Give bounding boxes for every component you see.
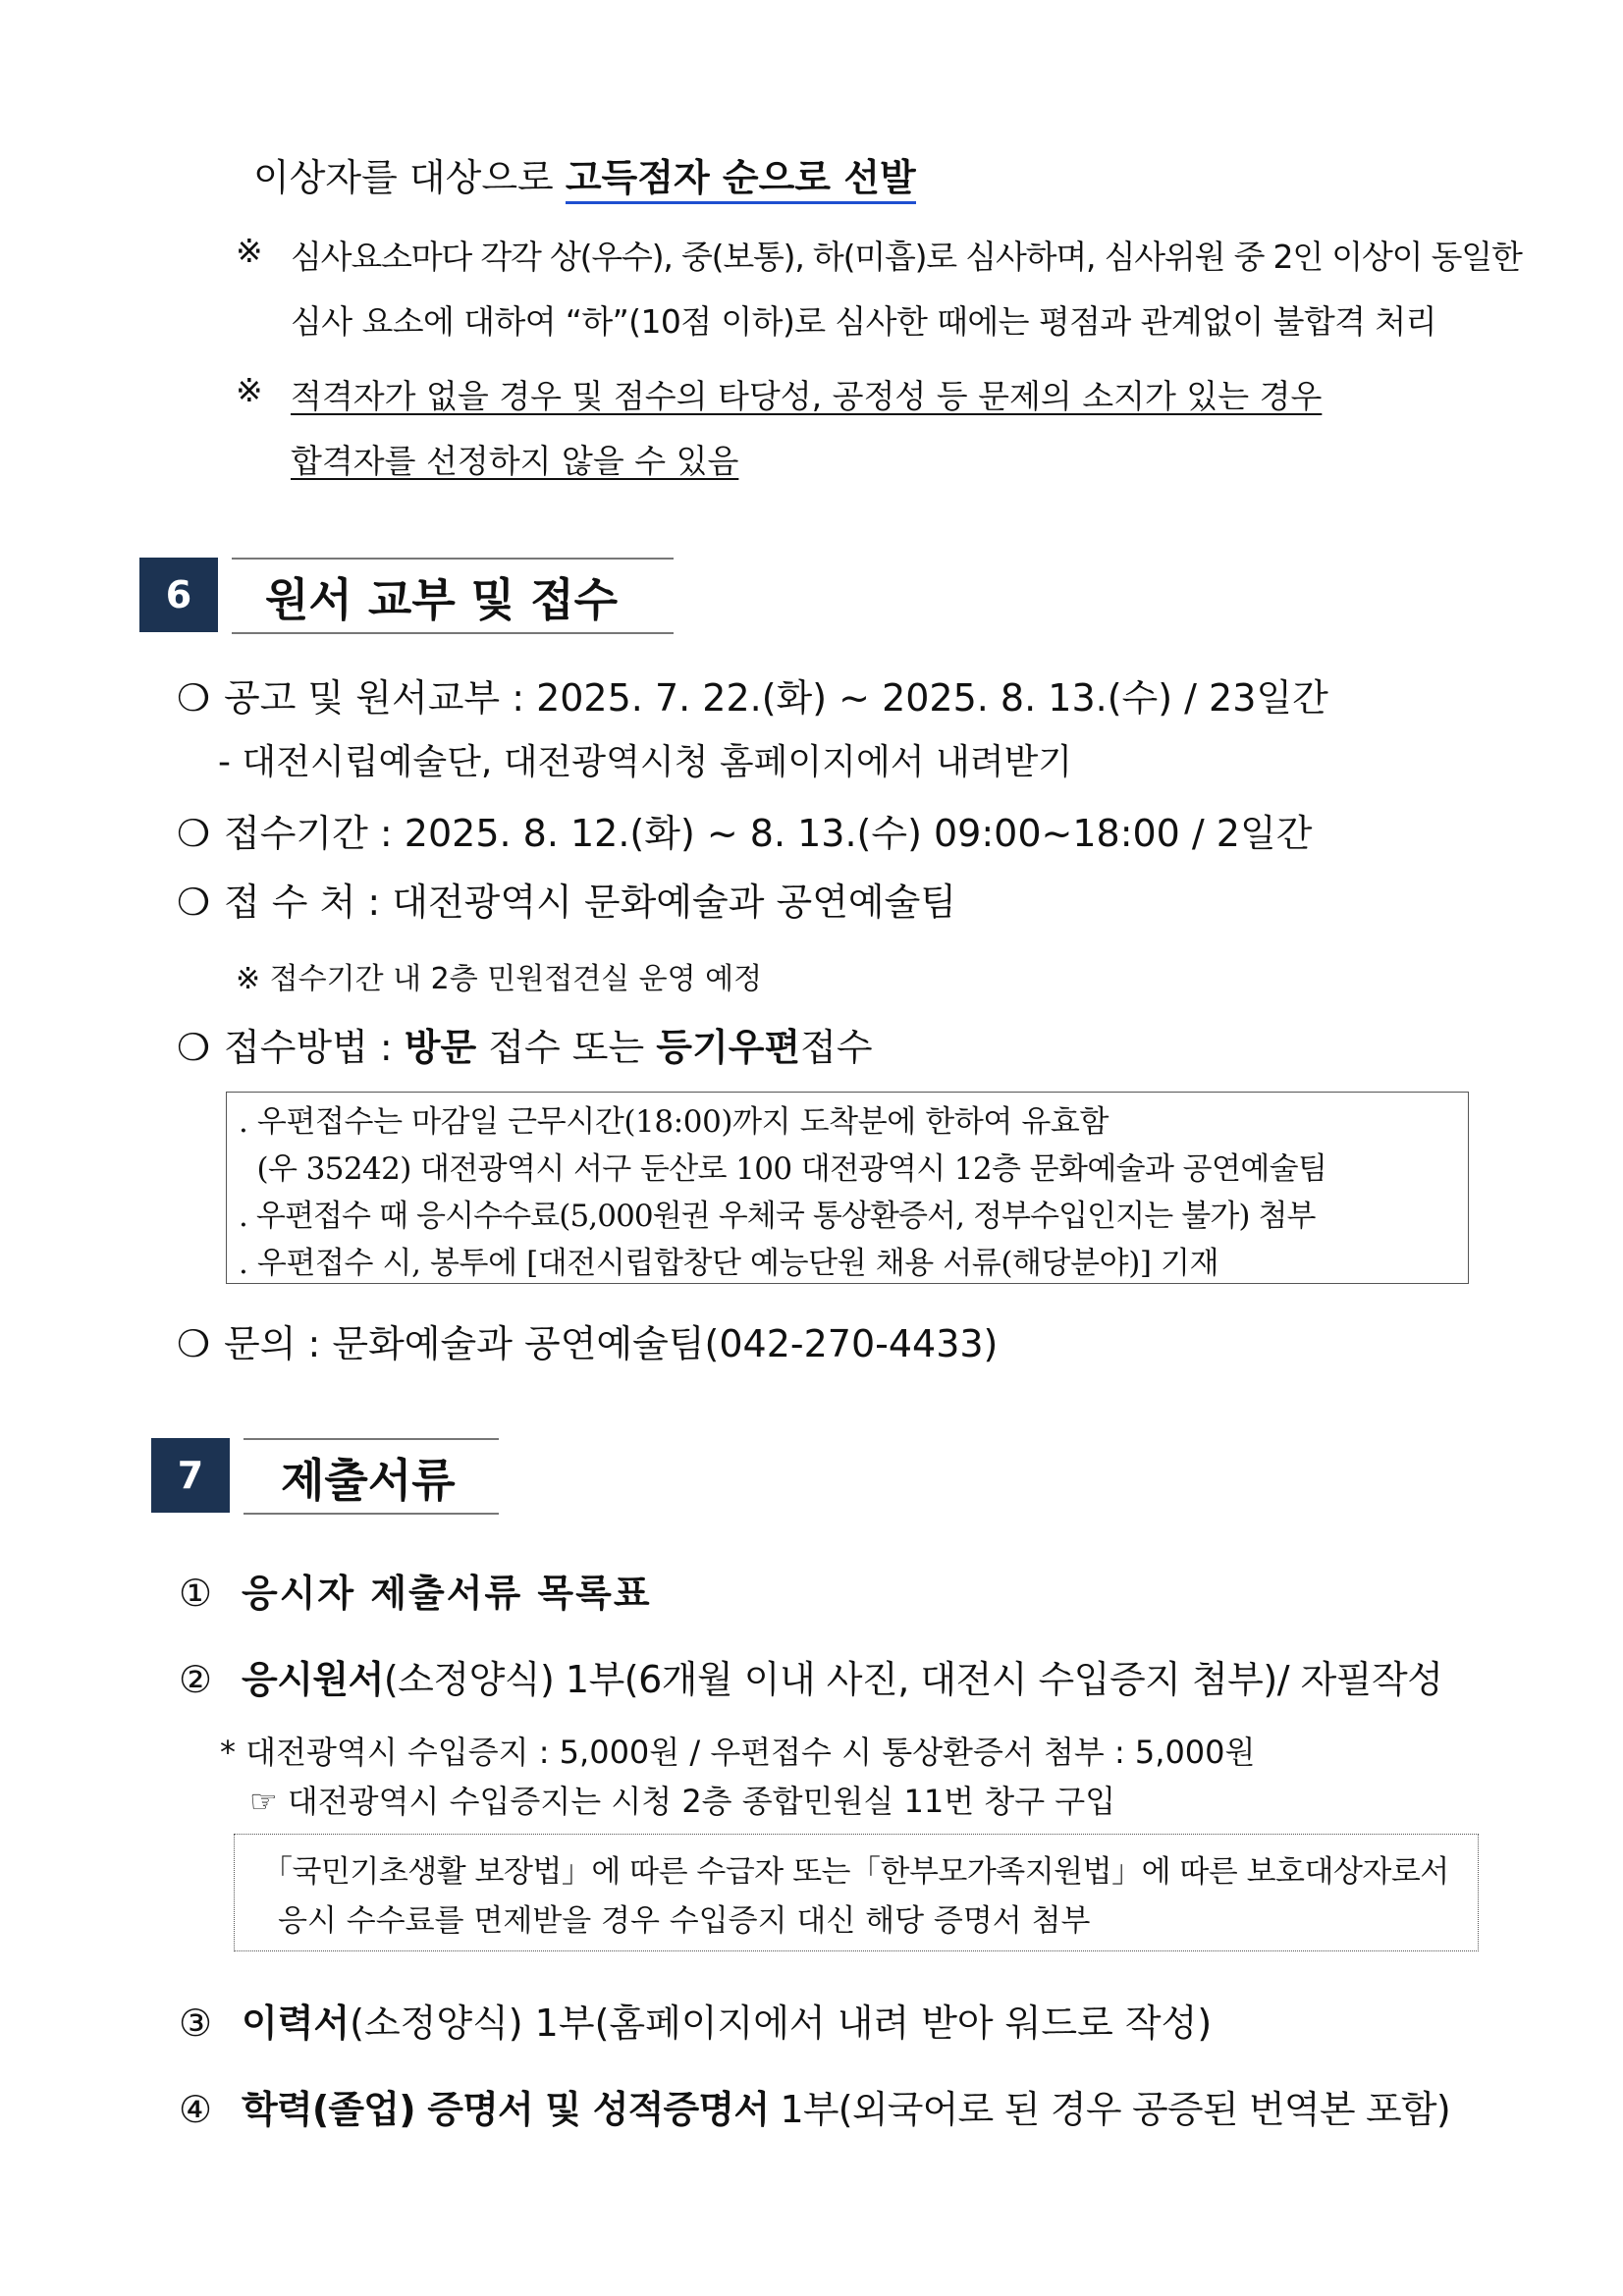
box-line: . 우편접수 때 응시수수료(5,000원권 우체국 통상환증서, 정부수입인지는 불가) 첨부 — [239, 1199, 1316, 1234]
item-bold-text: 학력(졸업) 증명서 및 성적증명서 — [242, 2088, 770, 2131]
list-item — [177, 872, 956, 926]
note-line: 심사요소마다 각각 상(우수), 중(보통), 하(미흡)로 심사하며, 심사위원 중 2인 이상이 동일한 — [291, 238, 1522, 276]
bullet-icon: ❍ — [177, 1322, 211, 1365]
method-visit: 방문 — [404, 1026, 477, 1069]
place-text: 접 수 처 : 대전광역시 문화예술과 공연예술팀 — [224, 881, 957, 924]
period-text: 접수기간 : 2025. 8. 12.(화) ~ 8. 13.(수) 09:00~18:00 / 2일간 — [224, 812, 1313, 855]
note-line: 심사 요소에 대하여 “하”(10점 이하)로 심사한 때에는 평점과 관계없이 불합격 처리 — [291, 302, 1436, 341]
number-marker: ④ — [179, 2088, 212, 2131]
exemption-box — [234, 1834, 1479, 1951]
item-note: * 대전광역시 수입증지 : 5,000원 / 우편접수 시 통상환증서 첨부 : 5,000원 — [220, 1734, 1256, 1771]
notice-text: 공고 및 원서교부 : 2025. 7. 22.(화) ~ 2025. 8. 13.(수) / 23일간 — [224, 676, 1328, 720]
note-mark: ※ — [236, 371, 263, 409]
number-marker: ③ — [179, 2002, 213, 2045]
bullet-icon: ❍ — [177, 1026, 211, 1069]
bullet-icon: ❍ — [177, 676, 211, 720]
box-line: . 우편접수는 마감일 근무시간(18:00)까지 도착분에 한하여 유효함 — [239, 1104, 1109, 1140]
bullet-icon: ❍ — [177, 812, 211, 855]
method-mid: 접수 또는 — [476, 1026, 657, 1069]
list-item — [179, 1563, 652, 1617]
item-bold-text: 이력서 — [242, 2002, 351, 2045]
mail-info-box — [226, 1092, 1469, 1284]
method-suffix: 접수 — [800, 1026, 873, 1069]
item-text: 1부(외국어로 된 경우 공증된 번역본 포함) — [769, 2088, 1450, 2131]
intro-line-prefix: 이상자를 대상으로 — [253, 156, 566, 199]
section-title: 원서 교부 및 접수 — [265, 573, 619, 626]
place-note: ※ 접수기간 내 2층 민원접견실 운영 예정 — [236, 962, 763, 996]
contact-text: 문의 : 문화예술과 공연예술팀(042-270-4433) — [224, 1322, 999, 1365]
list-item — [177, 1017, 873, 1071]
number-marker: ② — [179, 1658, 212, 1701]
note-line: 합격자를 선정하지 않을 수 있음 — [291, 442, 739, 480]
list-subitem: - 대전시립예술단, 대전광역시청 홈페이지에서 내려받기 — [218, 742, 1073, 782]
list-item — [179, 2079, 1450, 2133]
box-line: 응시 수수료를 면제받을 경우 수입증지 대신 해당 증명서 첨부 — [278, 1903, 1091, 1939]
intro-line — [253, 147, 916, 201]
item-text: (소정양식) 1부(6개월 이내 사진, 대전시 수입증지 첨부)/ 자필작성 — [383, 1658, 1443, 1701]
intro-line-emphasis: 고득점자 순으로 선발 — [566, 156, 916, 204]
note-mark: ※ — [236, 232, 263, 270]
list-item — [177, 1313, 998, 1367]
list-item — [179, 1649, 1442, 1703]
item-text: 응시자 제출서류 목록표 — [242, 1572, 652, 1615]
section-number: 7 — [151, 1438, 230, 1513]
section-title: 제출서류 — [281, 1454, 456, 1507]
number-marker: ① — [179, 1572, 213, 1615]
section-number: 6 — [139, 558, 218, 632]
method-label: 접수방법 : — [224, 1026, 405, 1069]
box-line: 「국민기초생활 보장법」에 따른 수급자 또는「한부모가족지원법」에 따른 보호대상자로서 — [262, 1854, 1449, 1890]
method-registered-mail: 등기우편 — [656, 1026, 801, 1069]
list-item — [179, 1993, 1212, 2047]
note-line: 적격자가 없을 경우 및 점수의 타당성, 공정성 등 문제의 소지가 있는 경우 — [291, 377, 1323, 415]
item-bold-text: 응시원서 — [242, 1658, 384, 1701]
item-text: (소정양식) 1부(홈페이지에서 내려 받아 워드로 작성) — [350, 2002, 1213, 2045]
box-line: . 우편접수 시, 봉투에 [대전시립합창단 예능단원 채용 서류(해당분야)] 기재 — [239, 1246, 1219, 1281]
list-item — [177, 667, 1328, 721]
item-note: ☞ 대전광역시 수입증지는 시청 2층 종합민원실 11번 창구 구입 — [249, 1783, 1116, 1820]
bullet-icon: ❍ — [177, 881, 211, 924]
box-line: (우 35242) 대전광역시 서구 둔산로 100 대전광역시 12층 문화예술과 공연예술팀 — [239, 1151, 1327, 1187]
list-item — [177, 803, 1312, 857]
